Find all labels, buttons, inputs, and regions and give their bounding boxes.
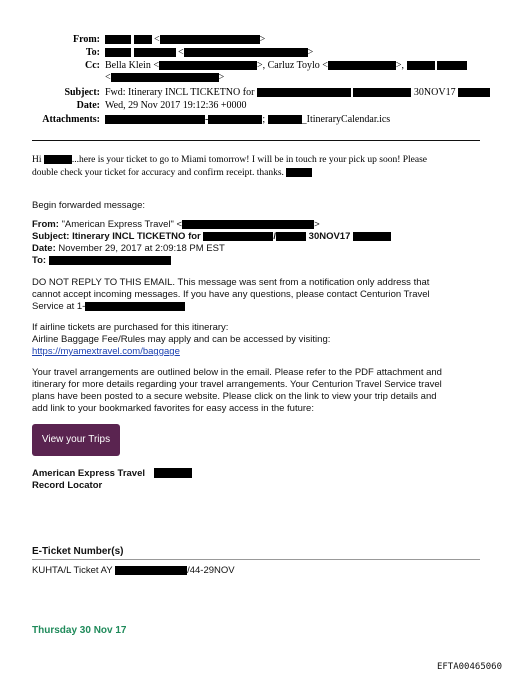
notice-line-1: DO NOT REPLY TO THIS EMAIL. This message was sent from a notification only address that [32, 277, 430, 288]
redaction [437, 61, 467, 70]
attachments-label: Attachments: [42, 114, 100, 125]
fwd-to: To: [32, 255, 171, 267]
fwd-subject: Subject: Itinerary INCL TICKETNO for / 30NOV17 [32, 231, 391, 243]
redaction [458, 88, 490, 97]
arrangements-line-4: add link to your bookmarked favorites for easy access in the future: [32, 403, 314, 414]
redaction [268, 115, 302, 124]
redaction [105, 115, 205, 124]
redaction [111, 73, 219, 82]
from-value: < > [105, 34, 265, 46]
eticket-divider [32, 559, 480, 560]
redaction [407, 61, 435, 70]
arrangements-line-1: Your travel arrangements are outlined below in the email. Please refer to the PDF attachment and [32, 367, 442, 378]
baggage-link[interactable]: https://myamextravel.com/baggage [32, 346, 180, 357]
note-line-1: Hi ...here is your ticket to go to Miami tomorrow! I will be in touch re your pick up soon! Please [32, 155, 427, 165]
header-divider [32, 140, 480, 141]
day-heading: Thursday 30 Nov 17 [32, 625, 127, 636]
view-trips-button[interactable]: View your Trips [32, 424, 120, 456]
attachments-value: - ; _ItineraryCalendar.ics [105, 114, 390, 126]
redaction [353, 232, 391, 241]
eticket-heading: E-Ticket Number(s) [32, 546, 124, 557]
subject-label: Subject: [64, 87, 100, 98]
redaction [160, 35, 260, 44]
cc-value: Bella Klein < >, Carluz Toylo < >, [105, 60, 467, 72]
redaction [208, 115, 262, 124]
subject-value: Fwd: Itinerary INCL TICKETNO for 30NOV17 [105, 87, 490, 99]
redaction [353, 88, 411, 97]
notice-line-2: cannot accept incoming messages. If you have any questions, please contact Centurion Travel [32, 289, 430, 300]
attachment-file[interactable]: _ItineraryCalendar.ics [301, 114, 391, 125]
to-label: To: [85, 47, 100, 58]
redaction [286, 168, 312, 177]
redaction [115, 566, 187, 575]
to-value: < > [105, 47, 313, 59]
cc-label: Cc: [85, 60, 100, 71]
redaction [257, 88, 351, 97]
cc-value-continued: < > [105, 72, 225, 83]
fwd-from: From: "American Express Travel" < > [32, 219, 320, 230]
redaction [182, 220, 314, 229]
redaction [184, 48, 308, 57]
arrangements-line-3: plans have been posted to a secure website. Please click on the link to view your trip details and [32, 391, 437, 402]
redaction [44, 155, 72, 164]
note-line-2: double check your ticket for accuracy and confirm receipt. thanks. [32, 167, 312, 179]
notice-line-3: Service at 1- [32, 301, 185, 313]
redaction [276, 232, 306, 241]
ticket-line: KUHTA/L Ticket AY /44-29NOV [32, 565, 235, 576]
fwd-date: Date: November 29, 2017 at 2:09:18 PM EST [32, 243, 225, 254]
redaction [105, 48, 131, 57]
redaction [159, 61, 257, 70]
redaction [203, 232, 273, 241]
redaction [154, 468, 192, 478]
from-label: From: [72, 34, 100, 45]
document-id: EFTA00465060 [436, 662, 502, 672]
redaction [134, 48, 176, 57]
date-value: Wed, 29 Nov 2017 19:12:36 +0000 [105, 100, 247, 111]
arrangements-line-2: itinerary for more details regarding your travel arrangements. Your Centurion Travel Service travel [32, 379, 442, 390]
amex-travel-label: American Express Travel [32, 468, 192, 480]
redaction [105, 35, 131, 44]
redaction [49, 256, 171, 265]
redaction [134, 35, 152, 44]
date-label: Date: [76, 100, 100, 111]
baggage-line-2: Airline Baggage Fee/Rules may apply and can be accessed by visiting: [32, 334, 331, 345]
forwarded-intro: Begin forwarded message: [32, 200, 146, 211]
redaction [85, 302, 185, 311]
record-locator-label: Record Locator [32, 480, 103, 491]
redaction [328, 61, 396, 70]
baggage-line-1: If airline tickets are purchased for this itinerary: [32, 322, 229, 333]
